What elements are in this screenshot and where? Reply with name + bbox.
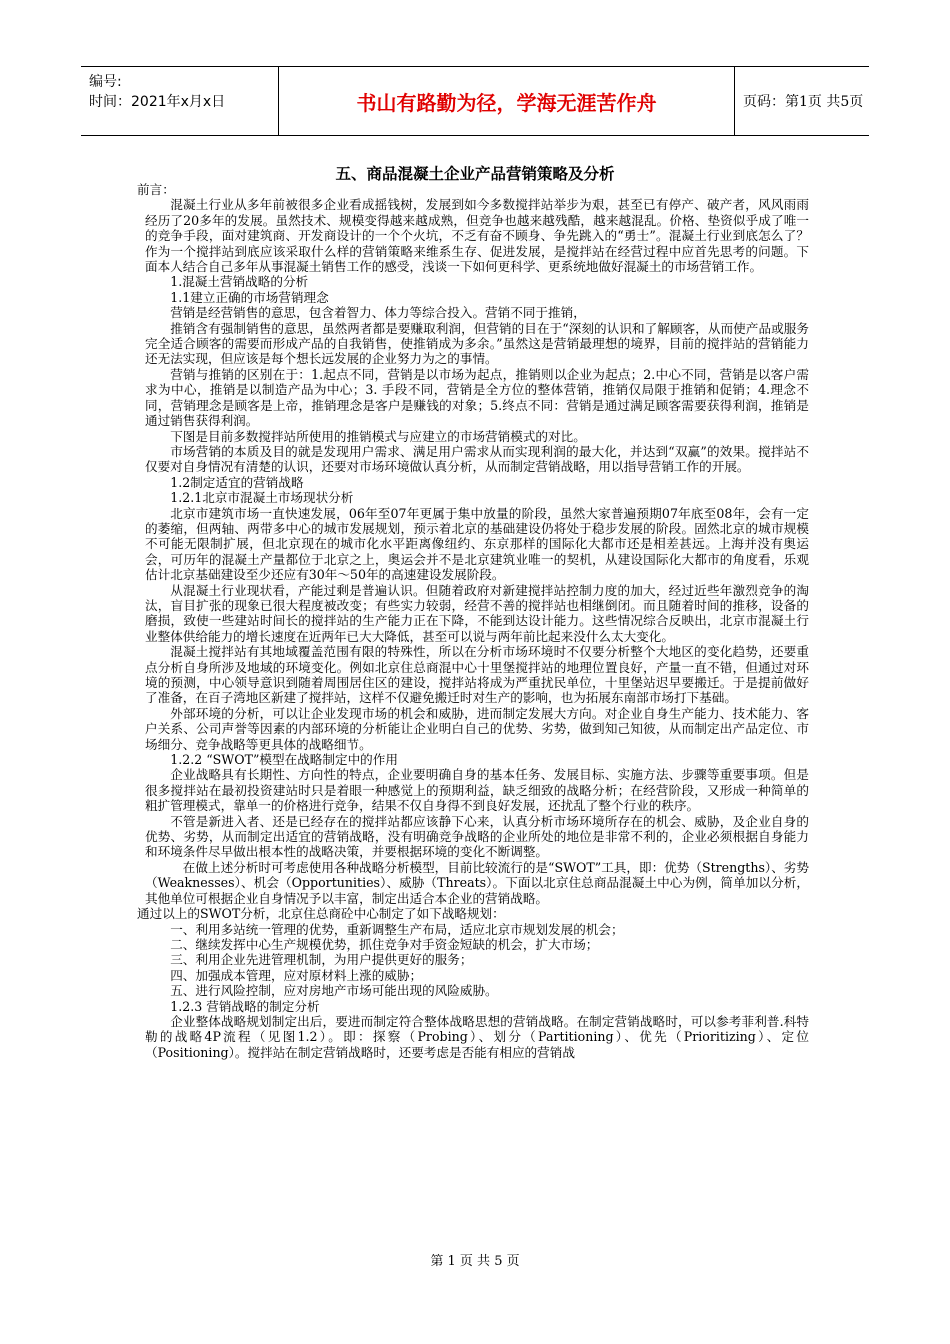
header-page-info: 页码：第1页 共5页 [743, 94, 864, 110]
subsection-heading: 1.1建立正确的市场营销理念 [170, 289, 329, 305]
body-paragraph: 混凝土搅拌站有其地域覆盖范围有限的特殊性，所以在分析市场环境时不仅要分析整个大地区的变化趋势，还要重点分析自身所涉及地域的环境变化。例如北京住总商混中心十里堡搅拌站的地理位置良好，产量一直不错，但通过对环境的预测，中心领导意识到随着周围居住区的建设，搅拌站将成为严重扰民单位，十里堡站迟早要搬迁。于是提前做好了准备，在百子湾地区新建了搅拌站，这样不仅避免搬迁时对生产的影响，也为拓展东南部市场打下基础。 [145, 644, 809, 706]
header-motto: 书山有路勤为径，学海无涯苦作舟 [279, 67, 735, 135]
document-time-label: 时间：2021年x月x日 [89, 94, 226, 110]
strategy-list-item: 四、加强成本管理，应对原材料上涨的威胁； [170, 967, 423, 983]
body-paragraph: 不管是新进入者、还是已经存在的搅拌站都应该静下心来，认真分析市场环境所存在的机会、威胁，及企业自身的优势、劣势，从而制定出适宜的营销战略，没有明确竞争战略的企业所处的地位是非常不利的，企业必须根据自身能力和环境条件尽早做出根本性的战略决策，并要根据环境的变化不断调整。 [145, 813, 809, 860]
body-paragraph: 北京市建筑市场一直快速发展，06年至07年更属于集中放量的阶段，虽然大家普遍预期07年底至08年，会有一定的萎缩，但两轴、两带多中心的城市发展规划，预示着北京的基础建设仍将处于稳步发展的阶段。固然北京的城市规模不可能无限制扩展，但北京现在的城市化水平距离像纽约、东京那样的国际化大都市还是相差甚远。上海并没有奥运会，可历年的混凝土产量都位于北京之上，奥运会并不是北京建筑业唯一的契机，从建设国际化大都市的角度看，乐观估计北京基础建设至少还应有30年～50年的高速建设发展阶段。 [145, 505, 809, 583]
preface-label: 前言： [137, 182, 175, 197]
header-meta-cell [81, 67, 279, 135]
section-heading: 1.混凝土营销战略的分析 [170, 274, 309, 290]
body-paragraph: 从混凝土行业现状看，产能过剩是普遍认识。但随着政府对新建搅拌站控制力度的加大，经过近些年激烈竞争的淘汰，盲目扩张的现象已很大程度被改变；有些实力较弱，经营不善的搅拌站也相继倒闭。而且随着时间的推移，设备的磨损，致使一些建站时间长的搅拌站的生产能力正在下降，不能到达设计能力。这些情况综合反映出，北京市混凝土行业整体供给能力的增长速度在近两年已大大降低，甚至可以说与两年前比起来没什么太大变化。 [145, 582, 809, 644]
document-body [137, 182, 809, 1060]
strategy-list-item: 三、利用企业先进管理机制，为用户提供更好的服务； [170, 952, 473, 968]
page-footer: 第 1 页 共 5 页 [430, 1254, 520, 1269]
body-paragraph: 混凝土行业从多年前被很多企业看成摇钱树，发展到如今多数搅拌站举步为艰，甚至已有停产、破产者，风风雨雨经历了20多年的发展。虽然技术、规模变得越来越成熟，但竞争也越来越残酷，越来越混乱。价格、垫资似乎成了唯一的竞争手段，面对建筑商、开发商设计的一个个火坑，不乏有奋不顾身、争先跳入的“勇士”。混凝土行业到底怎么了？作为一个搅拌站到底应该采取什么样的营销策略来维系生存、促进发展，是搅拌站在经营过程中应首先思考的问题。下面本人结合自己多年从事混凝土销售工作的感受，浅谈一下如何更科学、更系统地做好混凝土的市场营销工作。 [145, 197, 809, 275]
subsection-heading: 1.2.2 “SWOT”模型在战略制定中的作用 [170, 752, 398, 768]
body-paragraph: 推销含有强制销售的意思，虽然两者都是要赚取利润，但营销的目在于“深刻的认识和了解顾客，从而使产品或服务完全适合顾客的需要而形成产品的自我销售，使推销成为多余。”虽然这是营销最理想的境界，目前的搅拌站的营销能力还无法实现，但应该是每个想长远发展的企业努力为之的事情。 [145, 320, 809, 367]
body-paragraph: 外部环境的分析，可以让企业发现市场的机会和威胁，进而制定发展大方向。对企业自身生产能力、技术能力、客户关系、公司声誉等因素的内部环境的分析能让企业明白自己的优势、劣势，做到知己知彼，从而制定出产品定位、市场细分、竞争战略等更具体的战略细节。 [145, 705, 809, 752]
document-number-label: 编号: [89, 74, 122, 90]
subsection-heading: 1.2制定适宜的营销战略 [170, 474, 304, 490]
body-paragraph: 营销与推销的区别在于：1.起点不同，营销是以市场为起点，推销则以企业为起点；2.中心不同，营销是以客户需求为中心，推销是以制造产品为中心；3. 手段不同，营销是全方位的整体营销，推销仅局限于推销和促销；4.理念不同，营销理念是顾客是上帝，推销理念是客户是赚钱的对象；5.终点不同：营销是通过满足顾客需要获得利润，推销是通过销售获得利润。 [145, 366, 809, 429]
subsection-heading: 1.2.3 营销战略的制定分析 [170, 998, 320, 1014]
page-header [81, 66, 869, 136]
body-paragraph: 下图是目前多数搅拌站所使用的推销模式与应建立的市场营销模式的对比。 [170, 428, 586, 444]
subsection-heading: 1.2.1北京市混凝土市场现状分析 [170, 490, 354, 506]
strategy-list-item: 一、利用多站统一管理的优势，重新调整生产布局，适应北京市规划发展的机会； [170, 921, 624, 937]
body-paragraph: 通过以上的SWOT分析，北京住总商砼中心制定了如下战略规划： [137, 906, 505, 922]
body-paragraph: 企业战略具有长期性、方向性的特点，企业要明确自身的基本任务、发展目标、实施方法、步骤等重要事项。但是很多搅拌站在最初投资建站时只是着眼一种感觉上的预期利益，缺乏细致的战略分析；在经营阶段，又形成一种简单的粗扩管理模式，靠单一的价格进行竞争，结果不仅自身得不到良好发展，还扰乱了整个行业的秩序。 [145, 767, 809, 814]
body-paragraph: 市场营销的本质及目的就是发现用户需求、满足用户需求从而实现利润的最大化，并达到“双赢”的效果。搅拌站不仅要对自身情况有清楚的认识，还要对市场环境做认真分析，从而制定营销战略，用以指导营销工作的开展。 [145, 443, 809, 475]
body-paragraph: 营销是经营销售的意思，包含着智力、体力等综合投入。营销不同于推销， [170, 305, 586, 321]
strategy-list-item: 五、进行风险控制，应对房地产市场可能出现的风险威胁。 [170, 983, 498, 999]
document-title: 五、商品混凝土企业产品营销策略及分析 [335, 165, 615, 183]
body-paragraph: 企业整体战略规划制定出后，要进而制定符合整体战略思想的营销战略。在制定营销战略时，可以参考菲利普.科特勒的战略4P流程（见图1.2）。即：探察（Probing）、划分（Partitioning）、优先（Prioritizing）、定位（Positioning）。搅拌站在制定营销战略时，还要考虑是否能有相应的营销战 [145, 1013, 809, 1060]
body-paragraph: 在做上述分析时可考虑使用各种战略分析模型，目前比较流行的是“SWOT”工具，即：优势（Strengths）、劣势（Weaknesses）、机会（Opportunities）、威胁（Threats）。下面以北京住总商品混凝土中心为例，简单加以分析，其他单位可根据企业自身情况予以丰富，制定出适合本企业的营销战略。 [145, 859, 809, 906]
strategy-list-item: 二、继续发挥中心生产规模优势，抓住竞争对手资金短缺的机会，扩大市场； [170, 936, 599, 952]
